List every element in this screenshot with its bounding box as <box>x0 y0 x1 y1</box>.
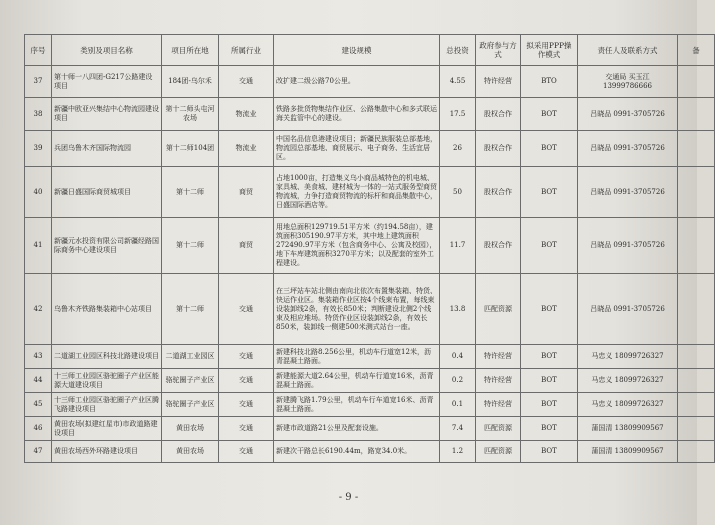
ppp-mode: BOT <box>521 417 578 441</box>
project-industry: 交通 <box>219 369 274 393</box>
remarks-cell <box>678 441 715 463</box>
project-location: 184团-乌尔禾 <box>162 66 219 98</box>
ppp-mode: BOT <box>521 393 578 417</box>
header-cell: 总投资 <box>440 35 476 66</box>
remarks-cell <box>678 417 715 441</box>
project-investment: 0.2 <box>440 369 476 393</box>
project-location: 第十二师 <box>162 218 219 274</box>
contact-info: 马忠义 18099726327 <box>578 369 678 393</box>
project-industry: 交通 <box>219 274 274 345</box>
remarks-cell <box>678 131 715 167</box>
table-row <box>25 345 715 369</box>
project-name: 兵团乌鲁木齐国际物流园 <box>52 131 162 167</box>
project-location: 第十二师104团 <box>162 131 219 167</box>
table-row <box>25 369 715 393</box>
project-investment: 11.7 <box>440 218 476 274</box>
government-role: 特许经营 <box>476 369 521 393</box>
contact-info: 吕晓品 0991-3705726 <box>578 98 678 131</box>
project-investment: 50 <box>440 167 476 218</box>
project-industry: 交通 <box>219 441 274 463</box>
row-number: 37 <box>25 66 52 98</box>
government-role: 特许经营 <box>476 66 521 98</box>
remarks-cell <box>678 274 715 345</box>
project-industry: 物流业 <box>219 131 274 167</box>
project-name: 新疆日盛国际商贸城项目 <box>52 167 162 218</box>
project-name: 第十师一八四团-G217公路建设项目 <box>52 66 162 98</box>
row-number: 46 <box>25 417 52 441</box>
ppp-mode: BOT <box>521 345 578 369</box>
project-scale: 新建市政道路21公里及配套设施。 <box>274 417 440 441</box>
project-name: 十三师工业园区骆驼圈子产业区腾飞路建设项目 <box>52 393 162 417</box>
project-scale: 占地1000亩，打造集义乌小商品城特色的机电城、家具城、美食城、建材城为一体的一站式服务型商贸物流城，力争打造商贸物流的标杆和商品集散中心，日盛国际酒店等。 <box>274 167 440 218</box>
header-cell: 建设规模 <box>274 35 440 66</box>
project-investment: 4.55 <box>440 66 476 98</box>
government-role: 匹配资源 <box>476 441 521 463</box>
row-number: 45 <box>25 393 52 417</box>
project-name: 新疆元水投资有限公司新疆经路国际商务中心建设项目 <box>52 218 162 274</box>
project-investment: 26 <box>440 131 476 167</box>
row-number: 40 <box>25 167 52 218</box>
project-location: 黄田农场 <box>162 441 219 463</box>
project-investment: 0.1 <box>440 393 476 417</box>
page-number: - 9 - <box>338 492 359 503</box>
header-cell: 项目所在地 <box>162 35 219 66</box>
table-row <box>25 131 715 167</box>
table-header-row <box>25 35 715 66</box>
project-scale: 新建腾飞路1.79公里，机动车行车道宽16米、沥青混凝土路面。 <box>274 393 440 417</box>
project-industry: 交通 <box>219 345 274 369</box>
row-number: 47 <box>25 441 52 463</box>
project-location: 骆驼圈子产业区 <box>162 393 219 417</box>
project-location: 黄田农场 <box>162 417 219 441</box>
project-name: 黄田农场(拟建红星市)市政道路建设项目 <box>52 417 162 441</box>
remarks-cell <box>678 393 715 417</box>
contact-info: 吕晓品 0991-3705726 <box>578 167 678 218</box>
project-investment: 17.5 <box>440 98 476 131</box>
project-name: 十三师工业园区骆驼圈子产业区能源大道建设项目 <box>52 369 162 393</box>
project-location: 第十二师头屯河农场 <box>162 98 219 131</box>
project-industry: 交通 <box>219 393 274 417</box>
project-industry: 交通 <box>219 417 274 441</box>
project-name: 新疆中欧亚兴集结中心物流园建设项目 <box>52 98 162 131</box>
project-scale: 改扩建二级公路70公里。 <box>274 66 440 98</box>
contact-info: 蒲国清 13809909567 <box>578 441 678 463</box>
ppp-mode: BOT <box>521 441 578 463</box>
table-row <box>25 167 715 218</box>
header-cell: 责任人及联系方式 <box>578 35 678 66</box>
header-cell: 政府参与方式 <box>476 35 521 66</box>
government-role: 股权合作 <box>476 98 521 131</box>
project-industry: 商贸 <box>219 218 274 274</box>
table-row <box>25 393 715 417</box>
government-role: 匹配资源 <box>476 274 521 345</box>
ppp-mode: BTO <box>521 66 578 98</box>
row-number: 39 <box>25 131 52 167</box>
remarks-cell <box>678 167 715 218</box>
contact-info: 蒲国清 13809909567 <box>578 417 678 441</box>
project-scale: 在三坪站车站北侧由南向北依次布置集装箱、特货、快运作业区。集装箱作业区按4个线束布置，每线束设装卸线2条，有效长850米；判断建设北侧2个线束及相应堆场。特货作业区设装卸线2条，有效长850米，装卸线一侧建500米测式站台一座。 <box>274 274 440 345</box>
header-cell: 类别及项目名称 <box>52 35 162 66</box>
table-row <box>25 98 715 131</box>
project-scale: 中国名品信息港建设项目；新疆民族服装总部基地，物流园总部基地、商贸展示、电子商务、生活宜居区。 <box>274 131 440 167</box>
remarks-cell <box>678 66 715 98</box>
government-role: 股权合作 <box>476 167 521 218</box>
project-name: 黄田农场西外环路建设项目 <box>52 441 162 463</box>
contact-info: 吕晓品 0991-3705726 <box>578 218 678 274</box>
header-cell: 备 <box>678 35 715 66</box>
project-scale: 用地总面积129719.51平方米（约194.58亩），建筑面积305190.97平方米，其中地上建筑面积272490.97平方米（包含商务中心、公寓及校园），地下车库建筑面积3270平方米；以及配套的室外工程建设。 <box>274 218 440 274</box>
ppp-mode: BOT <box>521 274 578 345</box>
ppp-mode: BOT <box>521 369 578 393</box>
project-name: 二道湖工业园区科技北路建设项目 <box>52 345 162 369</box>
contact-info: 吕晓品 0991-3705726 <box>578 274 678 345</box>
project-location: 骆驼圈子产业区 <box>162 369 219 393</box>
government-role: 匹配资源 <box>476 417 521 441</box>
project-industry: 物流业 <box>219 98 274 131</box>
project-industry: 交通 <box>219 66 274 98</box>
contact-info: 吕晓品 0991-3705726 <box>578 131 678 167</box>
row-number: 43 <box>25 345 52 369</box>
remarks-cell <box>678 345 715 369</box>
header-cell: 拟采用PPP操作模式 <box>521 35 578 66</box>
project-scale: 新建科技北路8.256公里，机动车行道宽12米，沥青混凝土路面。 <box>274 345 440 369</box>
row-number: 42 <box>25 274 52 345</box>
project-scale: 新建次干路总长6190.44m，路宽34.0米。 <box>274 441 440 463</box>
row-number: 38 <box>25 98 52 131</box>
header-cell: 序号 <box>25 35 52 66</box>
project-investment: 7.4 <box>440 417 476 441</box>
project-investment: 1.2 <box>440 441 476 463</box>
ppp-mode: BOT <box>521 167 578 218</box>
table-row <box>25 441 715 463</box>
project-location: 第十二师 <box>162 274 219 345</box>
government-role: 特许经营 <box>476 393 521 417</box>
row-number: 41 <box>25 218 52 274</box>
table-row <box>25 66 715 98</box>
table-row <box>25 274 715 345</box>
government-role: 股权合作 <box>476 218 521 274</box>
remarks-cell <box>678 98 715 131</box>
project-scale: 铁路多批货物集结作业区、公路集散中心和多式联运海关监管中心的建设。 <box>274 98 440 131</box>
ppp-mode: BOT <box>521 98 578 131</box>
remarks-cell <box>678 218 715 274</box>
contact-info: 交通局 买玉江 13999786666 <box>578 66 678 98</box>
row-number: 44 <box>25 369 52 393</box>
project-location: 二道湖工业园区 <box>162 345 219 369</box>
ppp-mode: BOT <box>521 218 578 274</box>
contact-info: 马忠义 18099726327 <box>578 345 678 369</box>
project-location: 第十二师 <box>162 167 219 218</box>
project-investment: 0.4 <box>440 345 476 369</box>
project-scale: 新建能源大道2.64公里，机动车行道宽16米，沥青混凝土路面。 <box>274 369 440 393</box>
table-row <box>25 417 715 441</box>
remarks-cell <box>678 369 715 393</box>
government-role: 股权合作 <box>476 131 521 167</box>
ppp-project-table <box>24 34 715 463</box>
contact-info: 马忠义 18099726327 <box>578 393 678 417</box>
table-row <box>25 218 715 274</box>
project-industry: 商贸 <box>219 167 274 218</box>
project-name: 乌鲁木齐铁路集装箱中心站项目 <box>52 274 162 345</box>
project-investment: 13.8 <box>440 274 476 345</box>
header-cell: 所属行业 <box>219 35 274 66</box>
ppp-mode: BOT <box>521 131 578 167</box>
government-role: 特许经营 <box>476 345 521 369</box>
